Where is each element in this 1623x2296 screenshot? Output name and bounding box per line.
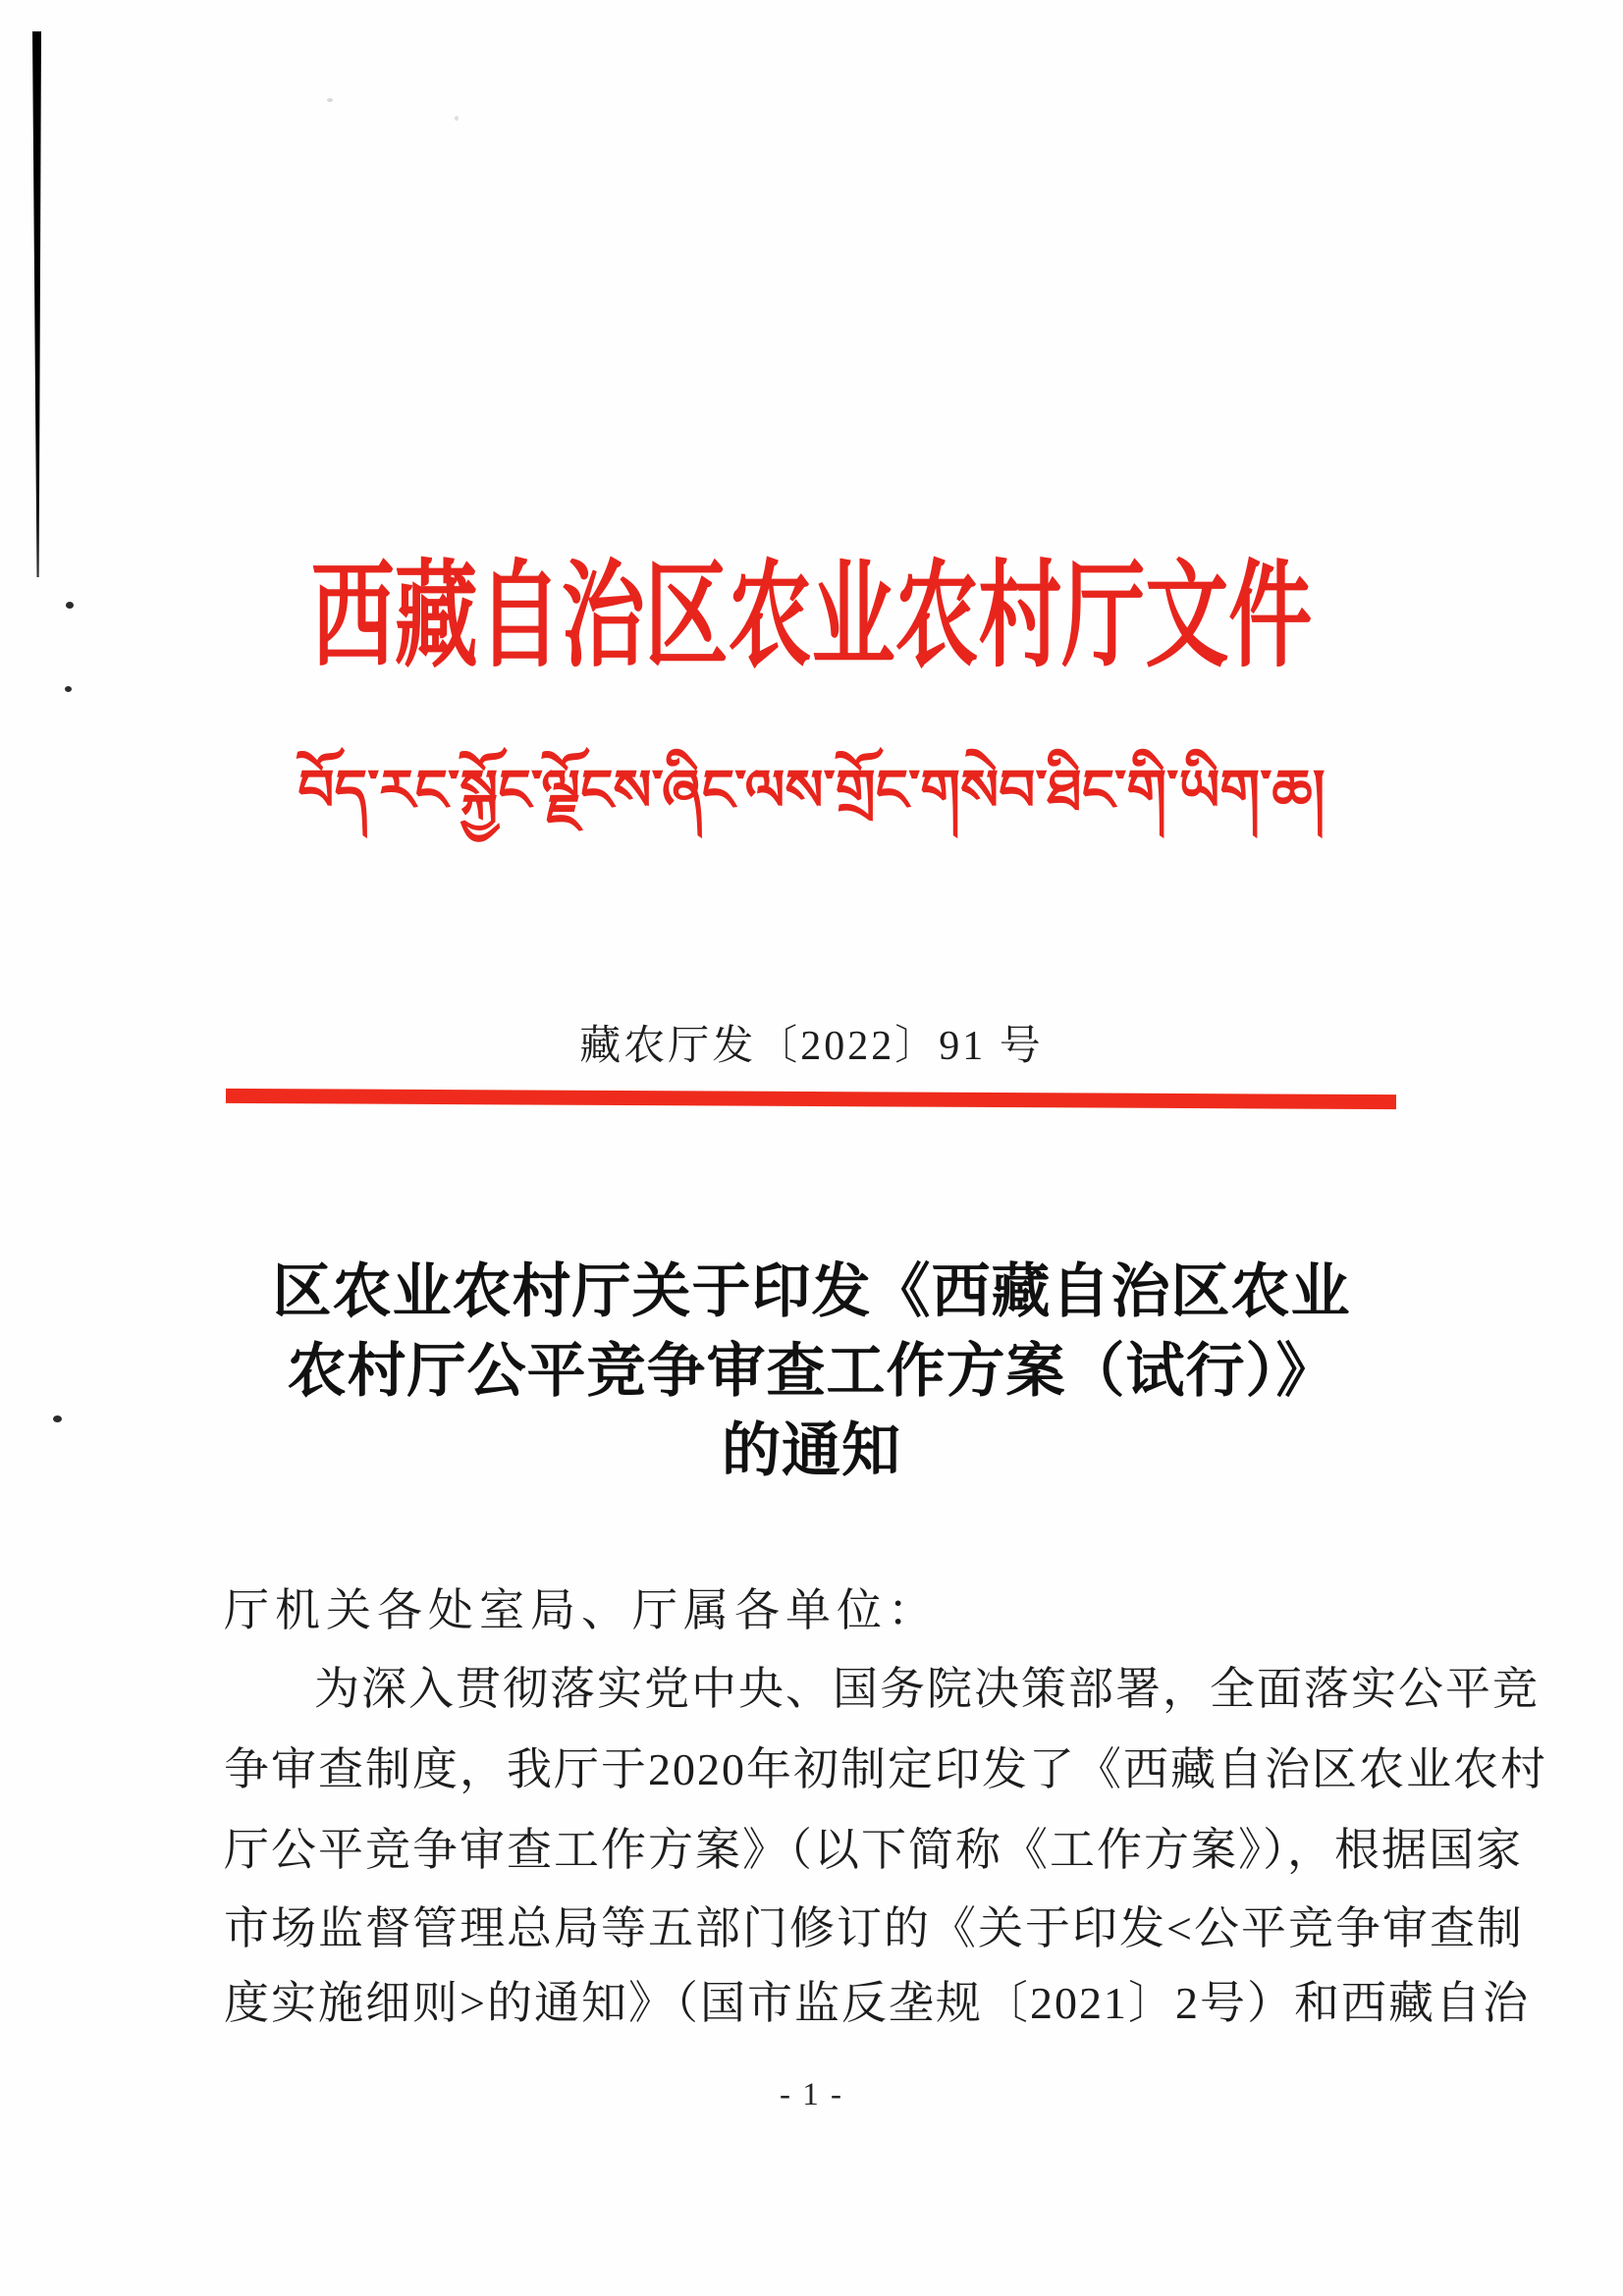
scan-speck bbox=[65, 686, 72, 692]
body-text-line: 争审查制度，我厅于2020年初制定印发了《西藏自治区农业农村 bbox=[224, 1744, 1547, 1794]
notice-title bbox=[0, 1253, 1623, 1491]
body-text-line: 市场监督管理总局等五部门修订的《关于印发<公平竞争审查制 bbox=[224, 1903, 1524, 1953]
scan-speck bbox=[455, 116, 459, 121]
page-number: - 1 - bbox=[780, 2077, 843, 2112]
salutation-line: 厅机关各处室局、厅属各单位： bbox=[224, 1585, 939, 1635]
document-number: 藏农厅发〔2022〕91 号 bbox=[579, 1024, 1044, 1069]
org-title-tibetan: བོད་རང་སྐྱོང་ལྗོངས་ཞིང་ལས་གྲོང་གསེབ་ཐིང་གི་ཡིག་ཆ། bbox=[298, 759, 1325, 823]
scan-speck bbox=[327, 98, 333, 102]
notice-title-line-3: 的通知 bbox=[722, 1418, 901, 1483]
red-divider-rule bbox=[226, 1089, 1396, 1109]
org-title-chinese: 西藏自治区农业农村厅文件 bbox=[310, 553, 1313, 681]
notice-title-line-2: 农村厅公平竞争审查工作方案（试行）》 bbox=[287, 1339, 1336, 1404]
notice-title-line-1: 区农业农村厅关于印发《西藏自治区农业 bbox=[272, 1259, 1351, 1324]
body-text-line: 为深入贯彻落实党中央、国务院决策部署，全面落实公平竞 bbox=[314, 1664, 1540, 1714]
scan-speck bbox=[66, 602, 74, 609]
body-text-line: 度实施细则>的通知》（国市监反垄规〔2021〕2号）和西藏自治 bbox=[224, 1978, 1530, 2028]
body-text-line: 厅公平竞争审查工作方案》（以下简称《工作方案》），根据国家 bbox=[224, 1825, 1523, 1875]
binding-bar-artifact bbox=[32, 31, 41, 577]
